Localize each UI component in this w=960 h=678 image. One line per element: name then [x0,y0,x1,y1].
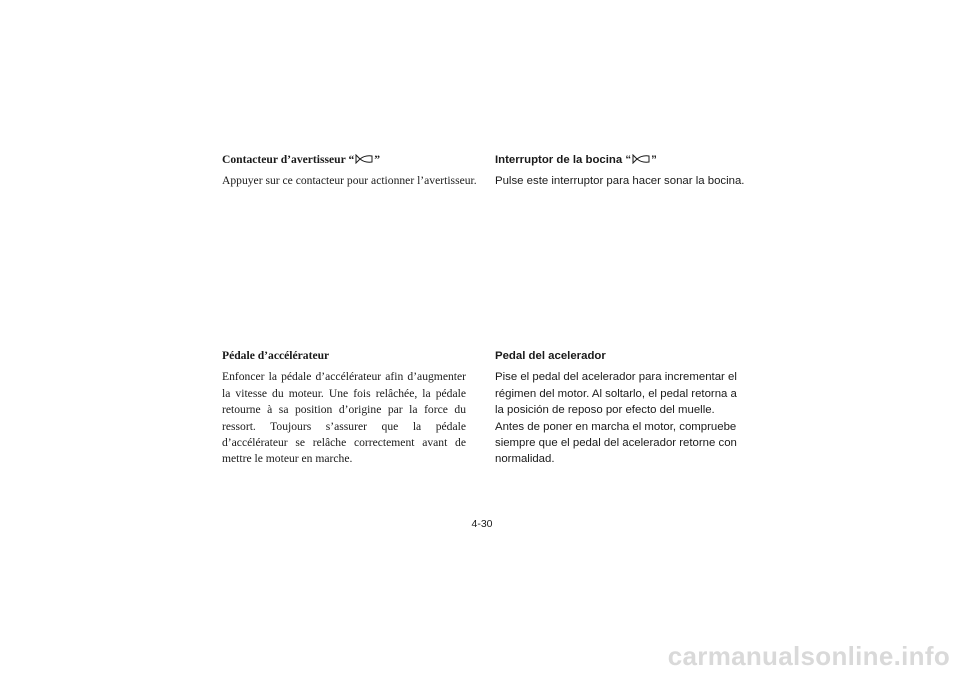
page-number: 4-30 [471,518,493,530]
horn-icon [355,154,373,164]
es-horn-body: Pulse este interruptor para hacer sonar la bocina. [495,175,745,188]
es-throttle-section [495,348,745,468]
fr-horn-section [222,152,477,190]
watermark: carmanualsonline.info [667,641,950,671]
fr-throttle-body: Enfoncer la pédale d’accélérateur afin d’augmenter la vitesse du moteur. Une fois relâchée, la pédale retourne à sa position d’origine par la force du ressort. Toujours s’assurer que la pédale d’accélérateur se relâche correctement avant de mettre le moteur en marche. [222,370,466,466]
fr-horn-body: Appuyer sur ce contacteur pour actionner l’avertisseur. [222,174,477,188]
es-throttle-body: Pise el pedal del acelerador para incrementar el régimen del motor. Al soltarlo, el pedal retorna a la posición de reposo por efecto del muelle. Antes de poner en marcha el motor, compruebe siempre que el pedal del acelerador retorne con normalidad. [495,371,737,466]
fr-horn-title: Contacteur d’avertisseur “ ” [222,153,381,166]
fr-throttle-section [222,348,472,468]
es-horn-section [495,152,745,190]
fr-throttle-title: Pédale d’accélérateur [222,349,330,362]
es-horn-title: Interruptor de la bocina “ ” [495,154,657,166]
horn-icon [632,154,650,164]
es-throttle-title: Pedal del acelerador [495,350,606,362]
